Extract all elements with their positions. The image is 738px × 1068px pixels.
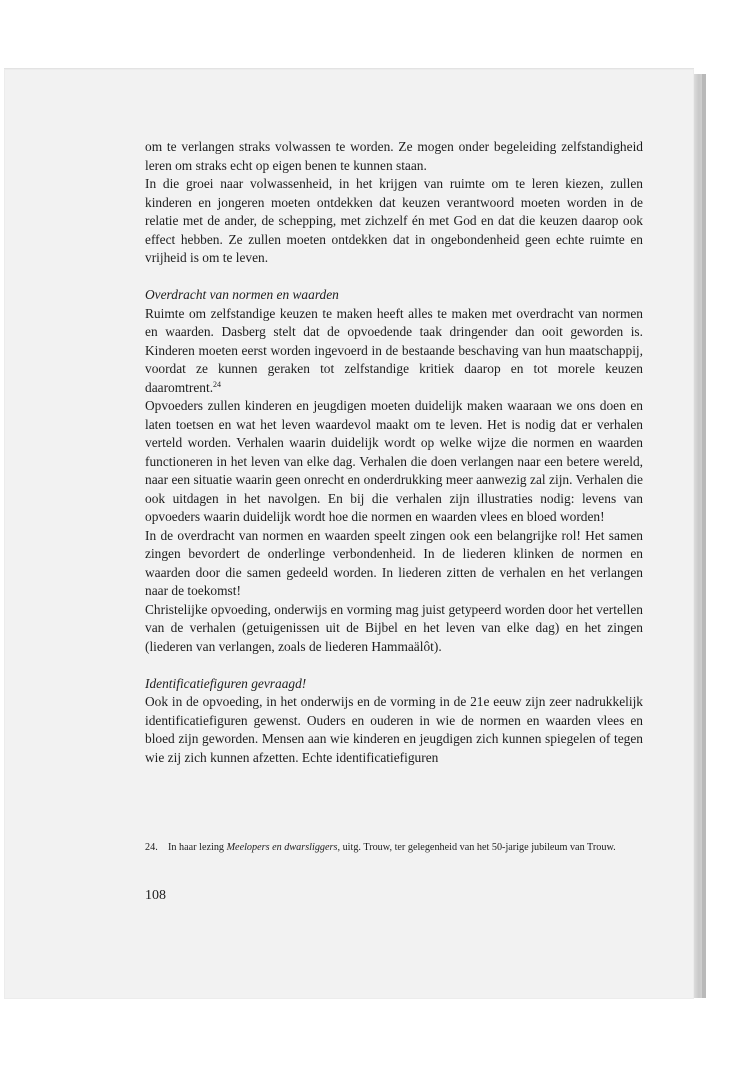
paragraph-5: In de overdracht van normen en waarden speelt zingen ook een belangrijke rol! Het samen zingen bevordert de onderlinge verbondenheid. In de liederen klinken de normen en waarden door die samen gedeeld worden. In liederen zitten de verhalen en het verlangen naar de toekomst! bbox=[145, 527, 643, 598]
page-stack-shadow bbox=[702, 74, 706, 998]
paragraph-2: In die groei naar volwassenheid, in het krijgen van ruimte om te leren kiezen, zullen kinderen en jongeren moeten ontdekken dat keuzen verantwoord moeten worden in de relatie met de ander, de schepping, met zichzelf én met God en dat die keuzen daarop ook effect hebben. Ze zullen moeten ontdekken dat in ongebondenheid geen echte ruimte en vrijheid is om te leven. bbox=[145, 176, 643, 265]
footnote-text-after: , uitg. Trouw, ter gelegenheid van het 50-jarige jubileum van Trouw. bbox=[337, 842, 616, 853]
paragraph-6: Christelijke opvoeding, onderwijs en vorming mag juist getypeerd worden door het vertellen van de verhalen (getuigenissen uit de Bijbel en het leven van elke dag) en het zingen (liederen van verlangen, zoals de liederen Hammaälôt). bbox=[145, 601, 643, 654]
section-gap-2 bbox=[145, 656, 643, 675]
footnote-reference: 24 bbox=[213, 379, 222, 389]
footnote-title: Meelopers en dwarsliggers bbox=[226, 842, 338, 853]
section-gap-1 bbox=[145, 268, 643, 287]
footnote-number: 24. bbox=[145, 842, 158, 853]
paragraph-3-text: Ruimte om zelfstandige keuzen te maken heeft alles te maken met overdracht van normen en waarden. Dasberg stelt dat de opvoedende taak dringender dan ooit geworden is. Kinderen moeten eerst worden ingevoerd in de bestaande beschaving van hun maatschappij, voordat ze kunnen geraken tot zelfstandige kritiek daarop en tot morele keuzen daaromtrent. bbox=[145, 305, 643, 395]
page-number: 108 bbox=[145, 888, 166, 903]
paragraph-4: Opvoeders zullen kinderen en jeugdigen moeten duidelijk maken waaraan we ons doen en laten toetsen en wat het leven waardevol maakt om te leven. Het is nodig dat er verhalen verteld worden. Verhalen waarin duidelijk wordt op welke wijze die normen en waarden functioneren in het leven van elke dag. Verhalen die doen verlangen naar een betere wereld, naar een situatie waarin geen onrecht en onderdrukking meer aanwezig zal zijn. Verhalen die ook uitdagen in het navolgen. En bij die verhalen zijn illustraties nodig: levens van opvoeders waarin duidelijk wordt hoe die normen en waarden vlees en bloed worden! bbox=[145, 398, 643, 524]
footnote bbox=[145, 841, 645, 856]
main-text bbox=[145, 138, 643, 767]
footnote-text-before: In haar lezing bbox=[168, 842, 227, 853]
section-heading-overdracht: Overdracht van normen en waarden bbox=[145, 287, 339, 302]
footnote-text bbox=[168, 841, 645, 856]
section-heading-identificatiefiguren: Identificatiefiguren gevraagd! bbox=[145, 675, 307, 691]
paragraph-3 bbox=[145, 305, 643, 398]
paragraph-7: Ook in de opvoeding, in het onderwijs en de vorming in de 21e eeuw zijn zeer nadrukkelijk identificatiefiguren gewenst. Ouders en ouderen in wie de normen en waarden vlees en bloed zijn geworden. Mensen aan wie kinderen en jeugdigen zich kunnen spiegelen of tegen wie zij zich kunnen afzetten. Echte identificatiefiguren bbox=[145, 694, 643, 765]
paragraph-1: om te verlangen straks volwassen te worden. Ze mogen onder begeleiding zelfstandigheid leren om straks echt op eigen benen te kunnen staan. bbox=[145, 139, 643, 173]
